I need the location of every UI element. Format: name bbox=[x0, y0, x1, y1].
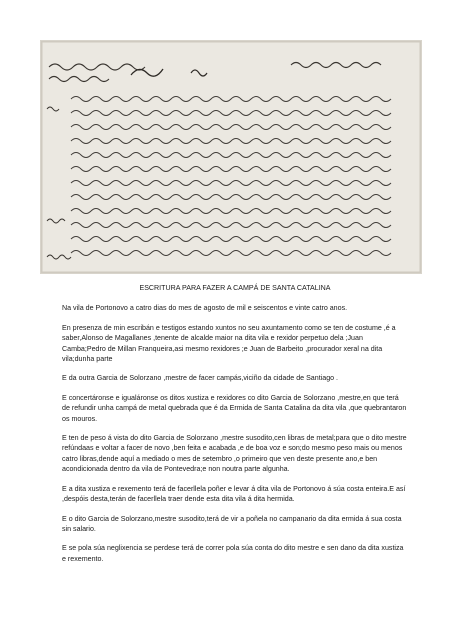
paragraph: E ten de peso á vista do dito Garcia de Solorzano ,mestre susodito,cen libras de metal;para que o dito mestre refúndaas e voltar a facer de novo ,ben feita e acabada ,e de boa voz e son;do mesmo peso mais ou menos catro libras,dende aquí a mediado o mes de setembro ,o primeiro que ven deste presente ano,e ben acondicionada dentro da vila de Pontevedra;e non noutra parte algunha. bbox=[62, 434, 407, 474]
paragraph: E da outra Garcia de Solorzano ,mestre de facer campás,viciño da cidade de Santiago . bbox=[62, 374, 339, 383]
paragraph: Na vila de Portonovo a catro dias do mes de agosto de mil e seiscentos e vinte catro anos. bbox=[62, 304, 348, 313]
paragraph: E se pola súa neglixencia se perdese terá de correr pola súa conta do dito mestre e sen dano da dita xustiza e rexemento. bbox=[62, 544, 404, 563]
document-title: ESCRITURA PARA FAZER A CAMPÁ DE SANTA CATALINA bbox=[139, 284, 331, 292]
transcription bbox=[62, 283, 408, 573]
paragraph: E concertáronse e igualáronse os ditos xustiza e rexidores co dito Garcia de Solorzano ,mestre,en que terá de refundir unha campá de metal quebrada que é da Ermida de Santa Catalina da dita vila ,que quebrantaron os mouros. bbox=[62, 393, 407, 423]
manuscript-photo bbox=[40, 40, 422, 274]
paragraph: En presenza de min escribán e testigos estando xuntos no seu axuntamento como se ten de costume ,é a saber,Alonso de Magallanes ,tenente de alcalde maior na dita vila e rexidor perpetuo dela ;Juan Camba;Pedro de Millan Franqueira,asi mesmo rexidores ;e Juan de Barbeito ,procurador xeral na dita vila;dunha parte bbox=[62, 323, 396, 364]
paragraph: E a dita xustiza e rexemento terá de facerllela poñer e levar á dita vila de Portonovo á súa costa enteira.E así ,despóis desta,terán de facerllela traer dende esta dita vila á dita hermida. bbox=[62, 484, 406, 504]
handwritten-manuscript-image bbox=[41, 41, 421, 273]
paragraph: E o dito Garcia de Solorzano,mestre susodito,terá de vir a poñela no campanario da dita ermida á sua costa sin salario. bbox=[62, 514, 402, 533]
